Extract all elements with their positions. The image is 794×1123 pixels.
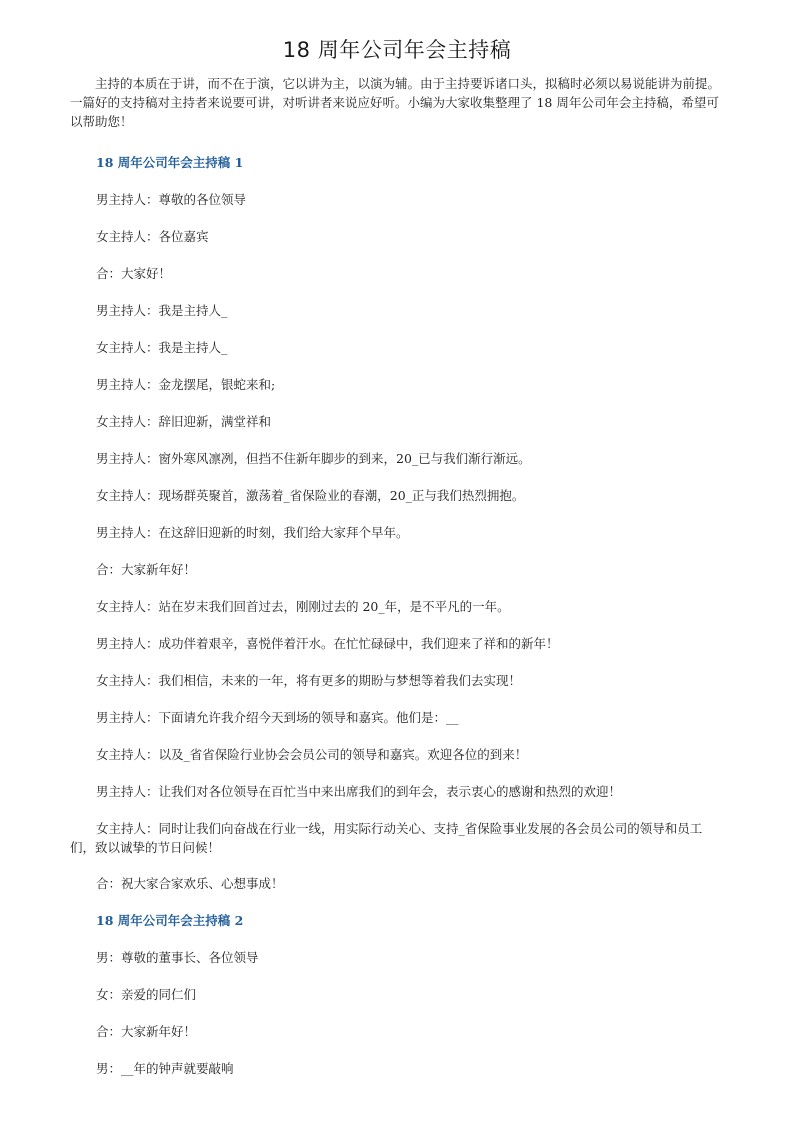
dialogue-line: 合：大家好！ <box>96 266 172 281</box>
dialogue-line: 男主持人：我是主持人_ <box>96 303 228 318</box>
dialogue-line: 女主持人：辞旧迎新，满堂祥和 <box>96 414 272 429</box>
dialogue-line: 合：大家新年好！ <box>96 1024 197 1039</box>
dialogue-line: 合：祝大家合家欢乐、心想事成！ <box>96 876 284 891</box>
dialogue-line: 女主持人：站在岁末我们回首过去，刚刚过去的 20_年，是不平凡的一年。 <box>96 599 510 614</box>
dialogue-line: 男主持人：成功伴着艰辛，喜悦伴着汗水。在忙忙碌碌中，我们迎来了祥和的新年！ <box>96 636 559 651</box>
dialogue-line: 女主持人：现场群英聚首，激荡着_省保险业的春潮，20_正与我们热烈拥抱。 <box>96 488 525 503</box>
dialogue-line: 女主持人：我是主持人_ <box>96 340 228 355</box>
dialogue-line: 男主持人：让我们对各位领导在百忙当中来出席我们的到年会，表示衷心的感谢和热烈的欢迎！ <box>96 784 622 799</box>
intro-paragraph: 主持的本质在于讲，而不在于演，它以讲为主，以演为辅。由于主持要诉诸口头，拟稿时必须以易说能讲为前提。一篇好的支持稿对主持者来说要可讲，对听讲者来说应好听。小编为大家收集整理了 18 周年公司年会主持稿，希望可以帮助您！ <box>70 76 721 129</box>
document-title: 18 周年公司年会主持稿 <box>282 38 512 62</box>
dialogue-line: 合：大家新年好！ <box>96 562 197 577</box>
section-heading-1: 18 周年公司年会主持稿 1 <box>96 155 244 170</box>
dialogue-line: 女主持人：各位嘉宾 <box>96 229 209 244</box>
section-heading-2: 18 周年公司年会主持稿 2 <box>96 913 244 928</box>
dialogue-line: 男主持人：在这辞旧迎新的时刻，我们给大家拜个早年。 <box>96 525 409 540</box>
dialogue-line: 男主持人：窗外寒风凛冽，但挡不住新年脚步的到来，20_已与我们渐行渐远。 <box>96 451 531 466</box>
dialogue-line: 女主持人：以及_省省保险行业协会会员公司的领导和嘉宾。欢迎各位的到来！ <box>96 747 528 762</box>
dialogue-line: 男主持人：下面请允许我介绍今天到场的领导和嘉宾。他们是：__ <box>96 710 459 725</box>
dialogue-line: 女主持人：同时让我们向奋战在行业一线，用实际行动关心、支持_省保险事业发展的各会员公司的领导和员工们，致以诚挚的节日问候！ <box>70 821 703 855</box>
dialogue-line: 女主持人：我们相信，未来的一年，将有更多的期盼与梦想等着我们去实现！ <box>96 673 522 688</box>
dialogue-line: 男：尊敬的董事长、各位领导 <box>96 950 259 965</box>
dialogue-line: 男主持人：尊敬的各位领导 <box>96 192 247 207</box>
dialogue-line: 女：亲爱的同仁们 <box>96 987 197 1002</box>
dialogue-line: 男：__年的钟声就要敲响 <box>96 1061 234 1076</box>
dialogue-line: 男主持人：金龙摆尾，银蛇来和; <box>96 377 276 392</box>
